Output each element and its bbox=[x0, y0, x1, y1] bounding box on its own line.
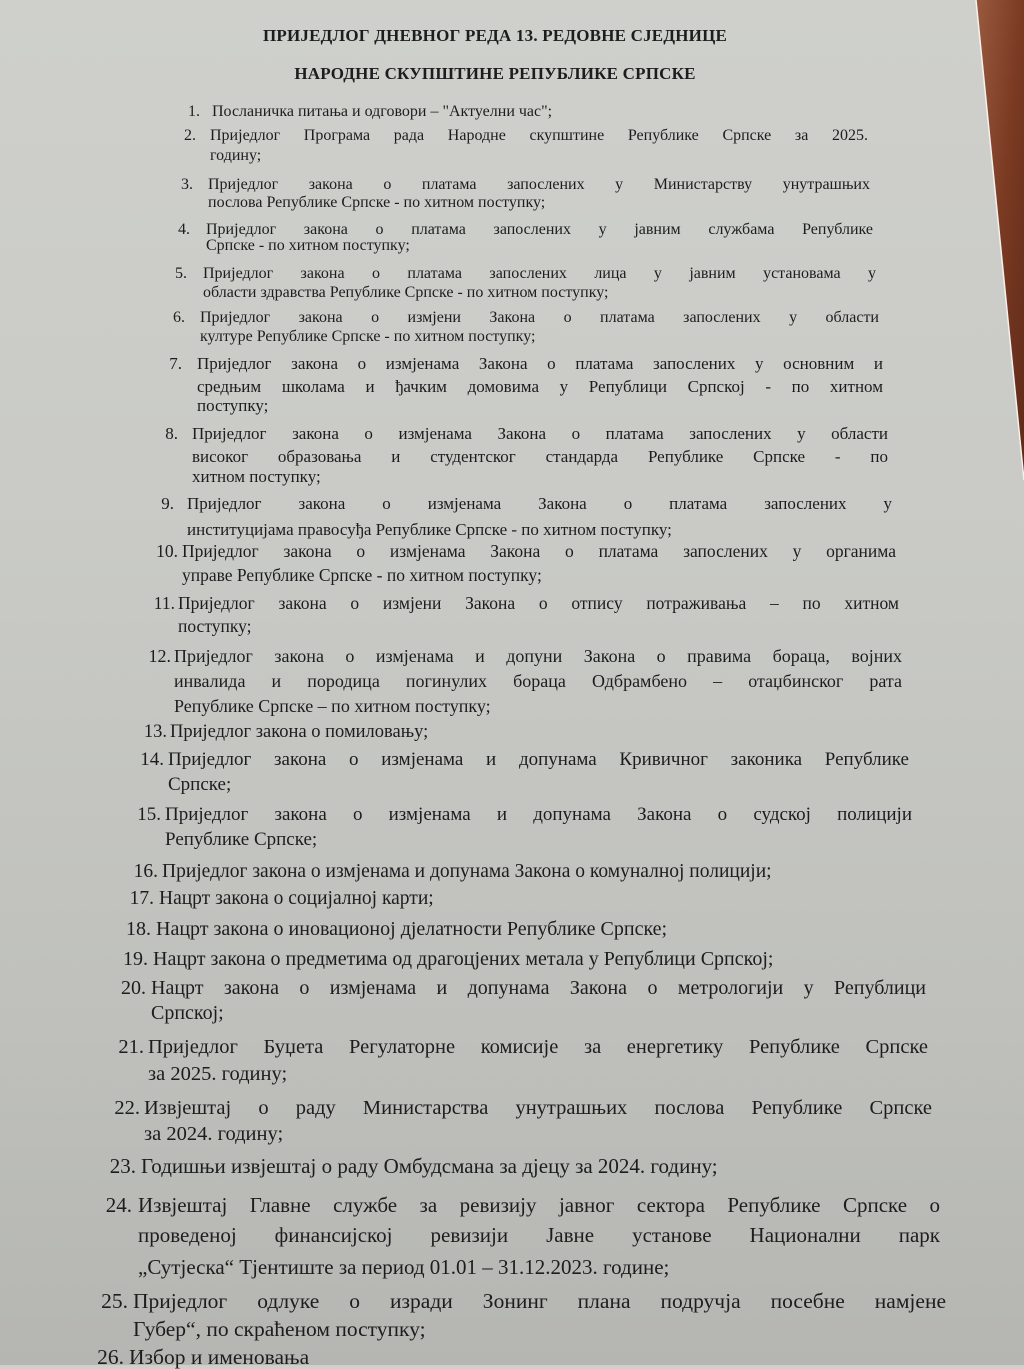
agenda-item-text-line: Приједлог закона о измјенама и допунама Закона о судској полицији bbox=[165, 805, 912, 825]
agenda-item-text-line: управе Републике Српске - по хитном поступку; bbox=[182, 565, 542, 585]
agenda-item-number: 26. bbox=[97, 1345, 124, 1369]
agenda-item-text-line: Приједлог закона о измјени Закона о платама запослених у области bbox=[200, 310, 879, 326]
agenda-item-text-line: хитном поступку; bbox=[192, 467, 321, 486]
agenda-item-text-line: високог образовања и студентског стандарда Републике Српске - по bbox=[192, 448, 888, 466]
agenda-item-number: 20. bbox=[121, 977, 146, 999]
agenda-item-text-line: за 2024. годину; bbox=[144, 1123, 284, 1145]
agenda-item-number: 8. bbox=[165, 424, 178, 443]
agenda-item-number: 14. bbox=[140, 749, 164, 770]
agenda-item-number: 19. bbox=[123, 948, 148, 970]
agenda-item-text-line: институцијама правосуђа Републике Српске - по хитном поступку; bbox=[187, 520, 672, 539]
agenda-item-text-line: поступку; bbox=[197, 396, 269, 415]
agenda-item-text-line: Приједлог закона о измјенама и допуни Закона о правима бораца, војних bbox=[174, 647, 902, 666]
agenda-item-text-line: Приједлог закона о измјенама и допунама Кривичног законика Републике bbox=[168, 750, 909, 770]
agenda-item-number: 1. bbox=[188, 103, 200, 120]
agenda-item-text-line: културе Републике Српске - по хитном поступку; bbox=[200, 328, 536, 345]
agenda-item-text-line: поступку; bbox=[178, 616, 252, 636]
agenda-item-text-line: Републике Српске – по хитном поступку; bbox=[174, 696, 491, 716]
agenda-item-text-line: Приједлог закона о платама запослених у јавним службама Републике bbox=[206, 222, 873, 238]
agenda-item-text-line: Републике Српске; bbox=[165, 829, 318, 850]
agenda-item-number: 3. bbox=[181, 176, 193, 193]
agenda-item-text-line: Приједлог Програма рада Народне скупштине Републике Српске за 2025. bbox=[210, 128, 868, 144]
agenda-item-text-line: Нацрт закона о иновационој дјелатности Републике Српске; bbox=[156, 918, 668, 940]
agenda-item-text-line: Приједлог закона о помиловању; bbox=[170, 722, 429, 742]
agenda-item-text-line: Годишњи извјештај о раду Омбудсмана за дјецу за 2024. годину; bbox=[141, 1154, 718, 1178]
agenda-item-number: 11. bbox=[153, 593, 175, 613]
agenda-item-text-line: Нацрт закона о измјенама и допунама Закона о метрологији у Републици bbox=[151, 978, 926, 999]
agenda-item-text-line: Губер“, по скраћеном поступку; bbox=[133, 1317, 426, 1341]
agenda-item-text-line: за 2025. годину; bbox=[148, 1063, 288, 1085]
agenda-item-text-line: проведеној финансијској ревизији Јавне установе Национални парк bbox=[138, 1225, 940, 1247]
agenda-item-number: 25. bbox=[101, 1289, 128, 1313]
agenda-item-text-line: „Сутјеска“ Тјентиште за период 01.01 – 31.12.2023. године; bbox=[138, 1255, 670, 1279]
agenda-item-text-line: Извјештај Главне службе за ревизију јавног сектора Републике Српске о bbox=[138, 1195, 940, 1217]
agenda-item-text-line: годину; bbox=[210, 147, 262, 164]
agenda-item-number: 10. bbox=[156, 541, 178, 561]
agenda-item-number: 23. bbox=[109, 1154, 136, 1178]
agenda-item-number: 17. bbox=[129, 888, 154, 909]
agenda-item-number: 22. bbox=[114, 1097, 140, 1119]
agenda-item-text-line: Нацрт закона о предметима од драгоцјених метала у Републици Српској; bbox=[153, 948, 774, 970]
agenda-item-number: 15. bbox=[137, 804, 161, 825]
agenda-item-text-line: Извјештај о раду Министарства унутрашњих послова Републике Српске bbox=[144, 1098, 932, 1119]
agenda-item-number: 9. bbox=[161, 494, 174, 513]
agenda-item-number: 6. bbox=[173, 309, 185, 326]
document-title-line-1: ПРИЈЕДЛОГ ДНЕВНОГ РЕДА 13. РЕДОВНЕ СЈЕДНИЦЕ bbox=[262, 26, 728, 45]
agenda-item-number: 24. bbox=[105, 1193, 132, 1217]
agenda-item-text-line: области здравства Републике Српске - по хитном поступку; bbox=[203, 284, 609, 301]
agenda-item-text-line: Приједлог одлуке о изради Зонинг плана подручја посебне намјене bbox=[133, 1291, 946, 1313]
agenda-item-number: 18. bbox=[126, 918, 151, 940]
agenda-item-text-line: Српске; bbox=[168, 774, 232, 795]
agenda-item-text-line: Приједлог закона о измјенама Закона о платама запослених у bbox=[187, 495, 892, 513]
agenda-item-text-line: Избор и именовања bbox=[129, 1345, 310, 1369]
agenda-item-text-line: Приједлог закона о платама запослених у Министарству унутрашњих bbox=[208, 177, 870, 193]
agenda-item-number: 4. bbox=[178, 221, 190, 238]
agenda-item-text-line: Приједлог закона о измјени Закона о отпису потраживања – по хитном bbox=[178, 595, 899, 613]
agenda-item-text-line: Приједлог закона о измјенама Закона о платама запослених у основним и bbox=[197, 355, 883, 373]
agenda-item-text-line: Приједлог закона о измјенама Закона о платама запослених у органима bbox=[182, 543, 896, 561]
agenda-item-text-line: Приједлог Буџета Регулаторне комисије за енергетику Републике Српске bbox=[148, 1037, 928, 1058]
agenda-item-number: 16. bbox=[133, 861, 158, 882]
agenda-item-text-line: Српској; bbox=[151, 1002, 224, 1024]
agenda-item-number: 12. bbox=[148, 646, 171, 666]
agenda-item-number: 13. bbox=[143, 722, 167, 742]
agenda-item-text-line: Приједлог закона о платама запослених лица у јавним установама у bbox=[203, 266, 876, 282]
agenda-item-text-line: послова Републике Српске - по хитном поступку; bbox=[208, 194, 546, 211]
agenda-item-number: 5. bbox=[175, 265, 187, 282]
agenda-item-number: 21. bbox=[118, 1036, 144, 1058]
agenda-item-number: 7. bbox=[169, 354, 182, 373]
agenda-item-text-line: Приједлог закона о измјенама и допунама Закона о комуналној полицији; bbox=[162, 861, 772, 882]
agenda-item-text-line: средњим школама и ђачким домовима у Републици Српској - по хитном bbox=[197, 378, 883, 396]
document-title-line-2: НАРОДНЕ СКУПШТИНЕ РЕПУБЛИКЕ СРПСКЕ bbox=[294, 64, 696, 83]
agenda-item-text-line: Српске - по хитном поступку; bbox=[206, 237, 410, 254]
agenda-item-number: 2. bbox=[184, 127, 196, 144]
agenda-item-text-line: Нацрт закона о социјалној карти; bbox=[159, 888, 434, 909]
agenda-item-text-line: Посланичка питања и одговори – "Актуелни час"; bbox=[212, 103, 553, 120]
agenda-item-text-line: Приједлог закона о измјенама Закона о платама запослених у области bbox=[192, 425, 888, 443]
agenda-item-text-line: инвалида и породица погинулих бораца Одбрамбено – отаџбинског рата bbox=[174, 672, 902, 691]
